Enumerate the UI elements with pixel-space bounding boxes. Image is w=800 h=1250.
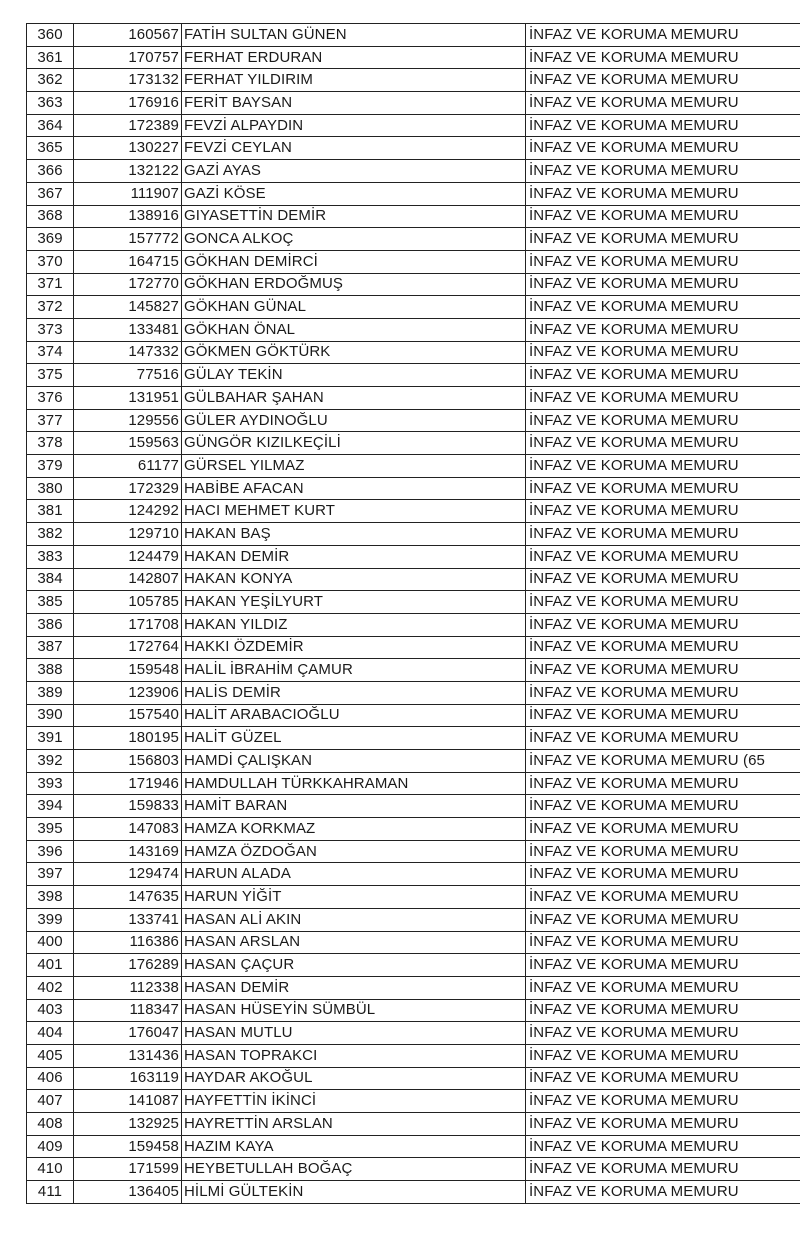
table-row: [27, 364, 800, 387]
full-name-cell: HAKAN KONYA: [182, 568, 526, 591]
full-name-cell: GIYASETTİN DEMİR: [182, 205, 526, 228]
registry-number-cell: 124479: [74, 545, 182, 568]
registry-number-cell: 118347: [74, 999, 182, 1022]
row-number-cell: 403: [27, 999, 74, 1022]
full-name-cell: HASAN HÜSEYİN SÜMBÜL: [182, 999, 526, 1022]
table-row: [27, 409, 800, 432]
job-title-cell: İNFAZ VE KORUMA MEMURU: [526, 46, 800, 69]
registry-number-cell: 176047: [74, 1022, 182, 1045]
registry-number-cell: 142807: [74, 568, 182, 591]
registry-number-cell: 61177: [74, 455, 182, 478]
job-title-cell: İNFAZ VE KORUMA MEMURU: [526, 523, 800, 546]
table-row: [27, 432, 800, 455]
job-title-cell: İNFAZ VE KORUMA MEMURU: [526, 681, 800, 704]
job-title-cell: İNFAZ VE KORUMA MEMURU: [526, 1090, 800, 1113]
job-title-cell: İNFAZ VE KORUMA MEMURU: [526, 341, 800, 364]
registry-number-cell: 164715: [74, 250, 182, 273]
full-name-cell: HAMZA KORKMAZ: [182, 818, 526, 841]
table-row: [27, 114, 800, 137]
registry-number-cell: 143169: [74, 840, 182, 863]
row-number-cell: 382: [27, 523, 74, 546]
table-row: [27, 1067, 800, 1090]
job-title-cell: İNFAZ VE KORUMA MEMURU: [526, 931, 800, 954]
full-name-cell: HARUN YİĞİT: [182, 886, 526, 909]
full-name-cell: HAKAN YILDIZ: [182, 613, 526, 636]
table-row: [27, 954, 800, 977]
job-title-cell: İNFAZ VE KORUMA MEMURU: [526, 409, 800, 432]
row-number-cell: 405: [27, 1044, 74, 1067]
registry-number-cell: 132925: [74, 1113, 182, 1136]
row-number-cell: 373: [27, 318, 74, 341]
full-name-cell: HAYRETTİN ARSLAN: [182, 1113, 526, 1136]
full-name-cell: HAKAN DEMİR: [182, 545, 526, 568]
full-name-cell: HAYDAR AKOĞUL: [182, 1067, 526, 1090]
table-row: [27, 636, 800, 659]
registry-number-cell: 141087: [74, 1090, 182, 1113]
job-title-cell: İNFAZ VE KORUMA MEMURU: [526, 477, 800, 500]
job-title-cell: İNFAZ VE KORUMA MEMURU: [526, 114, 800, 137]
row-number-cell: 364: [27, 114, 74, 137]
job-title-cell: İNFAZ VE KORUMA MEMURU: [526, 568, 800, 591]
row-number-cell: 388: [27, 659, 74, 682]
registry-number-cell: 147635: [74, 886, 182, 909]
registry-number-cell: 77516: [74, 364, 182, 387]
full-name-cell: HABİBE AFACAN: [182, 477, 526, 500]
job-title-cell: İNFAZ VE KORUMA MEMURU: [526, 160, 800, 183]
row-number-cell: 363: [27, 92, 74, 115]
registry-number-cell: 156803: [74, 750, 182, 773]
row-number-cell: 398: [27, 886, 74, 909]
table-row: [27, 750, 800, 773]
table-row: [27, 69, 800, 92]
job-title-cell: İNFAZ VE KORUMA MEMURU: [526, 591, 800, 614]
registry-number-cell: 116386: [74, 931, 182, 954]
job-title-cell: İNFAZ VE KORUMA MEMURU: [526, 886, 800, 909]
table-row: [27, 523, 800, 546]
job-title-cell: İNFAZ VE KORUMA MEMURU: [526, 182, 800, 205]
row-number-cell: 366: [27, 160, 74, 183]
table-row: [27, 318, 800, 341]
full-name-cell: GAZİ KÖSE: [182, 182, 526, 205]
registry-number-cell: 136405: [74, 1181, 182, 1204]
full-name-cell: HARUN ALADA: [182, 863, 526, 886]
full-name-cell: HAKKI ÖZDEMİR: [182, 636, 526, 659]
table-row: [27, 999, 800, 1022]
job-title-cell: İNFAZ VE KORUMA MEMURU: [526, 205, 800, 228]
row-number-cell: 362: [27, 69, 74, 92]
row-number-cell: 400: [27, 931, 74, 954]
full-name-cell: HAMDULLAH TÜRKKAHRAMAN: [182, 772, 526, 795]
registry-number-cell: 159563: [74, 432, 182, 455]
job-title-cell: İNFAZ VE KORUMA MEMURU: [526, 1067, 800, 1090]
job-title-cell: İNFAZ VE KORUMA MEMURU: [526, 795, 800, 818]
registry-number-cell: 129556: [74, 409, 182, 432]
registry-number-cell: 157540: [74, 704, 182, 727]
row-number-cell: 375: [27, 364, 74, 387]
registry-number-cell: 111907: [74, 182, 182, 205]
job-title-cell: İNFAZ VE KORUMA MEMURU: [526, 455, 800, 478]
job-title-cell: İNFAZ VE KORUMA MEMURU: [526, 1022, 800, 1045]
full-name-cell: GÜNGÖR KIZILKEÇİLİ: [182, 432, 526, 455]
registry-number-cell: 133481: [74, 318, 182, 341]
table-row: [27, 1044, 800, 1067]
row-number-cell: 367: [27, 182, 74, 205]
full-name-cell: HASAN DEMİR: [182, 976, 526, 999]
full-name-cell: HASAN ÇAÇUR: [182, 954, 526, 977]
table-row: [27, 500, 800, 523]
table-row: [27, 908, 800, 931]
full-name-cell: GÖKHAN ÖNAL: [182, 318, 526, 341]
job-title-cell: İNFAZ VE KORUMA MEMURU: [526, 1135, 800, 1158]
table-row: [27, 273, 800, 296]
row-number-cell: 406: [27, 1067, 74, 1090]
registry-number-cell: 147083: [74, 818, 182, 841]
job-title-cell: İNFAZ VE KORUMA MEMURU (65: [526, 750, 800, 773]
job-title-cell: İNFAZ VE KORUMA MEMURU: [526, 863, 800, 886]
row-number-cell: 365: [27, 137, 74, 160]
row-number-cell: 410: [27, 1158, 74, 1181]
registry-number-cell: 172764: [74, 636, 182, 659]
full-name-cell: GAZİ AYAS: [182, 160, 526, 183]
table-row: [27, 840, 800, 863]
registry-number-cell: 112338: [74, 976, 182, 999]
table-row: [27, 296, 800, 319]
table-row: [27, 772, 800, 795]
row-number-cell: 393: [27, 772, 74, 795]
registry-number-cell: 131951: [74, 387, 182, 410]
full-name-cell: FATİH SULTAN GÜNEN: [182, 24, 526, 47]
row-number-cell: 399: [27, 908, 74, 931]
job-title-cell: İNFAZ VE KORUMA MEMURU: [526, 69, 800, 92]
job-title-cell: İNFAZ VE KORUMA MEMURU: [526, 250, 800, 273]
personnel-table: [26, 23, 800, 1204]
registry-number-cell: 159458: [74, 1135, 182, 1158]
full-name-cell: HAMZA ÖZDOĞAN: [182, 840, 526, 863]
job-title-cell: İNFAZ VE KORUMA MEMURU: [526, 840, 800, 863]
table-row: [27, 228, 800, 251]
registry-number-cell: 180195: [74, 727, 182, 750]
table-row: [27, 591, 800, 614]
job-title-cell: İNFAZ VE KORUMA MEMURU: [526, 387, 800, 410]
table-row: [27, 250, 800, 273]
registry-number-cell: 159548: [74, 659, 182, 682]
row-number-cell: 408: [27, 1113, 74, 1136]
row-number-cell: 377: [27, 409, 74, 432]
full-name-cell: HASAN TOPRAKCI: [182, 1044, 526, 1067]
row-number-cell: 404: [27, 1022, 74, 1045]
table-row: [27, 1113, 800, 1136]
job-title-cell: İNFAZ VE KORUMA MEMURU: [526, 659, 800, 682]
row-number-cell: 383: [27, 545, 74, 568]
job-title-cell: İNFAZ VE KORUMA MEMURU: [526, 1113, 800, 1136]
row-number-cell: 402: [27, 976, 74, 999]
row-number-cell: 376: [27, 387, 74, 410]
table-row: [27, 931, 800, 954]
job-title-cell: İNFAZ VE KORUMA MEMURU: [526, 24, 800, 47]
job-title-cell: İNFAZ VE KORUMA MEMURU: [526, 636, 800, 659]
full-name-cell: HASAN ALİ AKIN: [182, 908, 526, 931]
registry-number-cell: 131436: [74, 1044, 182, 1067]
registry-number-cell: 172770: [74, 273, 182, 296]
registry-number-cell: 176289: [74, 954, 182, 977]
registry-number-cell: 132122: [74, 160, 182, 183]
table-row: [27, 92, 800, 115]
row-number-cell: 407: [27, 1090, 74, 1113]
table-row: [27, 681, 800, 704]
registry-number-cell: 105785: [74, 591, 182, 614]
table-row: [27, 1181, 800, 1204]
full-name-cell: FEVZİ CEYLAN: [182, 137, 526, 160]
registry-number-cell: 123906: [74, 681, 182, 704]
row-number-cell: 378: [27, 432, 74, 455]
table-row: [27, 137, 800, 160]
full-name-cell: GÖKHAN GÜNAL: [182, 296, 526, 319]
row-number-cell: 389: [27, 681, 74, 704]
table-row: [27, 886, 800, 909]
job-title-cell: İNFAZ VE KORUMA MEMURU: [526, 1181, 800, 1204]
row-number-cell: 369: [27, 228, 74, 251]
job-title-cell: İNFAZ VE KORUMA MEMURU: [526, 999, 800, 1022]
registry-number-cell: 159833: [74, 795, 182, 818]
full-name-cell: GÜLAY TEKİN: [182, 364, 526, 387]
table-row: [27, 1090, 800, 1113]
full-name-cell: HALİS DEMİR: [182, 681, 526, 704]
table-row: [27, 613, 800, 636]
full-name-cell: HAYFETTİN İKİNCİ: [182, 1090, 526, 1113]
row-number-cell: 371: [27, 273, 74, 296]
table-row: [27, 1135, 800, 1158]
row-number-cell: 390: [27, 704, 74, 727]
registry-number-cell: 173132: [74, 69, 182, 92]
table-row: [27, 455, 800, 478]
table-row: [27, 182, 800, 205]
table-row: [27, 795, 800, 818]
row-number-cell: 409: [27, 1135, 74, 1158]
registry-number-cell: 145827: [74, 296, 182, 319]
row-number-cell: 386: [27, 613, 74, 636]
row-number-cell: 394: [27, 795, 74, 818]
row-number-cell: 372: [27, 296, 74, 319]
job-title-cell: İNFAZ VE KORUMA MEMURU: [526, 92, 800, 115]
full-name-cell: HALİL İBRAHİM ÇAMUR: [182, 659, 526, 682]
row-number-cell: 392: [27, 750, 74, 773]
row-number-cell: 361: [27, 46, 74, 69]
full-name-cell: HASAN MUTLU: [182, 1022, 526, 1045]
full-name-cell: GÖKHAN ERDOĞMUŞ: [182, 273, 526, 296]
job-title-cell: İNFAZ VE KORUMA MEMURU: [526, 772, 800, 795]
table-row: [27, 24, 800, 47]
full-name-cell: FERHAT YILDIRIM: [182, 69, 526, 92]
registry-number-cell: 170757: [74, 46, 182, 69]
full-name-cell: HALİT GÜZEL: [182, 727, 526, 750]
row-number-cell: 379: [27, 455, 74, 478]
full-name-cell: HAKAN BAŞ: [182, 523, 526, 546]
table-row: [27, 205, 800, 228]
table-row: [27, 659, 800, 682]
table-row: [27, 727, 800, 750]
full-name-cell: HALİT ARABACIOĞLU: [182, 704, 526, 727]
row-number-cell: 360: [27, 24, 74, 47]
registry-number-cell: 160567: [74, 24, 182, 47]
full-name-cell: GÖKMEN GÖKTÜRK: [182, 341, 526, 364]
row-number-cell: 384: [27, 568, 74, 591]
job-title-cell: İNFAZ VE KORUMA MEMURU: [526, 818, 800, 841]
row-number-cell: 368: [27, 205, 74, 228]
table-row: [27, 976, 800, 999]
job-title-cell: İNFAZ VE KORUMA MEMURU: [526, 273, 800, 296]
table-row: [27, 568, 800, 591]
row-number-cell: 395: [27, 818, 74, 841]
registry-number-cell: 130227: [74, 137, 182, 160]
row-number-cell: 401: [27, 954, 74, 977]
full-name-cell: HAMDİ ÇALIŞKAN: [182, 750, 526, 773]
registry-number-cell: 129710: [74, 523, 182, 546]
full-name-cell: GÖKHAN DEMİRCİ: [182, 250, 526, 273]
table-row: [27, 341, 800, 364]
row-number-cell: 380: [27, 477, 74, 500]
row-number-cell: 387: [27, 636, 74, 659]
full-name-cell: GONCA ALKOÇ: [182, 228, 526, 251]
job-title-cell: İNFAZ VE KORUMA MEMURU: [526, 318, 800, 341]
full-name-cell: FERHAT ERDURAN: [182, 46, 526, 69]
table-row: [27, 863, 800, 886]
job-title-cell: İNFAZ VE KORUMA MEMURU: [526, 727, 800, 750]
job-title-cell: İNFAZ VE KORUMA MEMURU: [526, 1158, 800, 1181]
job-title-cell: İNFAZ VE KORUMA MEMURU: [526, 500, 800, 523]
full-name-cell: HACI MEHMET KURT: [182, 500, 526, 523]
table-row: [27, 387, 800, 410]
registry-number-cell: 172389: [74, 114, 182, 137]
job-title-cell: İNFAZ VE KORUMA MEMURU: [526, 1044, 800, 1067]
full-name-cell: FERİT BAYSAN: [182, 92, 526, 115]
row-number-cell: 385: [27, 591, 74, 614]
registry-number-cell: 171599: [74, 1158, 182, 1181]
table-row: [27, 160, 800, 183]
row-number-cell: 397: [27, 863, 74, 886]
full-name-cell: GÜLER AYDINOĞLU: [182, 409, 526, 432]
table-row: [27, 1158, 800, 1181]
job-title-cell: İNFAZ VE KORUMA MEMURU: [526, 976, 800, 999]
job-title-cell: İNFAZ VE KORUMA MEMURU: [526, 364, 800, 387]
row-number-cell: 381: [27, 500, 74, 523]
full-name-cell: GÜLBAHAR ŞAHAN: [182, 387, 526, 410]
row-number-cell: 396: [27, 840, 74, 863]
job-title-cell: İNFAZ VE KORUMA MEMURU: [526, 228, 800, 251]
job-title-cell: İNFAZ VE KORUMA MEMURU: [526, 296, 800, 319]
job-title-cell: İNFAZ VE KORUMA MEMURU: [526, 545, 800, 568]
table-row: [27, 704, 800, 727]
full-name-cell: GÜRSEL YILMAZ: [182, 455, 526, 478]
registry-number-cell: 124292: [74, 500, 182, 523]
registry-number-cell: 138916: [74, 205, 182, 228]
job-title-cell: İNFAZ VE KORUMA MEMURU: [526, 954, 800, 977]
full-name-cell: HAMİT BARAN: [182, 795, 526, 818]
table-row: [27, 46, 800, 69]
full-name-cell: HAZIM KAYA: [182, 1135, 526, 1158]
registry-number-cell: 133741: [74, 908, 182, 931]
registry-number-cell: 157772: [74, 228, 182, 251]
full-name-cell: HİLMİ GÜLTEKİN: [182, 1181, 526, 1204]
table-row: [27, 545, 800, 568]
job-title-cell: İNFAZ VE KORUMA MEMURU: [526, 432, 800, 455]
full-name-cell: HEYBETULLAH BOĞAÇ: [182, 1158, 526, 1181]
full-name-cell: HAKAN YEŞİLYURT: [182, 591, 526, 614]
row-number-cell: 411: [27, 1181, 74, 1204]
registry-number-cell: 171708: [74, 613, 182, 636]
table-row: [27, 1022, 800, 1045]
job-title-cell: İNFAZ VE KORUMA MEMURU: [526, 704, 800, 727]
job-title-cell: İNFAZ VE KORUMA MEMURU: [526, 908, 800, 931]
registry-number-cell: 147332: [74, 341, 182, 364]
personnel-table-body: [27, 24, 800, 1204]
full-name-cell: FEVZİ ALPAYDIN: [182, 114, 526, 137]
registry-number-cell: 129474: [74, 863, 182, 886]
row-number-cell: 374: [27, 341, 74, 364]
row-number-cell: 391: [27, 727, 74, 750]
job-title-cell: İNFAZ VE KORUMA MEMURU: [526, 613, 800, 636]
registry-number-cell: 171946: [74, 772, 182, 795]
full-name-cell: HASAN ARSLAN: [182, 931, 526, 954]
table-row: [27, 818, 800, 841]
registry-number-cell: 163119: [74, 1067, 182, 1090]
table-row: [27, 477, 800, 500]
registry-number-cell: 172329: [74, 477, 182, 500]
row-number-cell: 370: [27, 250, 74, 273]
job-title-cell: İNFAZ VE KORUMA MEMURU: [526, 137, 800, 160]
registry-number-cell: 176916: [74, 92, 182, 115]
